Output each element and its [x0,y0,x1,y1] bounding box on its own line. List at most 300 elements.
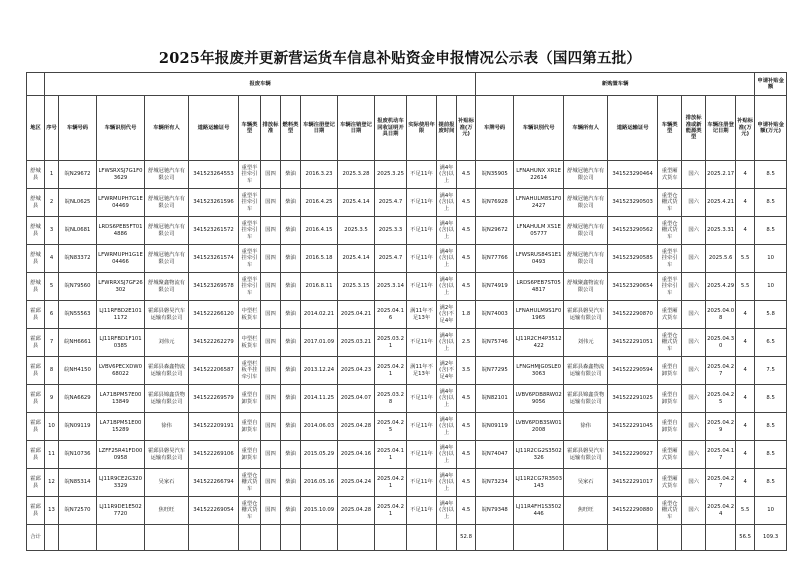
cell-scrap-time: 满4年(含)以上 [437,385,457,413]
cell-n-reg-date: 2025.3.31 [706,217,736,245]
header-n-reg-date: 车辆注册登记日期 [706,96,736,161]
cell-scrap-time: 满4年(含)以上 [437,413,457,441]
cell-scrap-time: 满4年(含)以上 [437,189,457,217]
cell-n-owner: 焦旺旺 [564,497,608,525]
cell-n-subsidy: 5.5 [736,273,755,301]
cell-n-vin: LJ11R2CG2S3502326 [514,441,564,469]
total-blank-cell [514,525,564,551]
header-n-owner: 车辆所有人 [564,96,608,161]
cell-use-years: 满11年不足13年 [407,357,437,385]
cell-n-owner: 霍邱县森鑫物流运输有限公司 [564,357,608,385]
cell-recycle-date: 2025.4.7 [375,189,407,217]
cell-license: 341522266120 [189,301,239,329]
cell-plate: 皖NH6661 [59,329,97,357]
cell-use-years: 不足11年 [407,385,437,413]
header-owner: 车辆所有人 [145,96,189,161]
group-blank-left [27,73,45,96]
cell-recycle-date: 2025.4.7 [375,245,407,273]
cell-n-owner: 舒城冠驰汽车有限公司 [564,161,608,189]
header-n-plate: 车牌号码 [476,96,514,161]
cell-n-owner: 霍邱县锦鑫货物运输有限公司 [564,385,608,413]
cell-license: 341522209191 [189,413,239,441]
cell-n-owner: 霍邱县磐昊汽车运输有限公司 [564,301,608,329]
cell-emission: 国四 [261,469,281,497]
table-row [27,385,787,413]
cell-n-subsidy: 4 [736,217,755,245]
cell-fuel: 柴油 [281,441,301,469]
total-blank-cell [301,525,338,551]
cell-scrap-time: 满4年(含)以上 [437,469,457,497]
cell-apply-amount: 8.5 [755,469,787,497]
cell-scrap-time: 满2年(含)不足4年 [437,357,457,385]
cell-cancel-date: 2025.04.23 [338,357,375,385]
header-license: 道路运输证号 [189,96,239,161]
cell-license: 341522206587 [189,357,239,385]
total-blank-cell [476,525,514,551]
cell-subsidy: 4.5 [457,413,476,441]
header-n-emission: 排放标准或新能源类型 [682,96,706,161]
cell-scrap-time: 满4年(含)以上 [437,245,457,273]
cell-reg-date: 2017.01.09 [301,329,338,357]
cell-vtype: 重型半挂牵引车 [239,189,261,217]
cell-subsidy: 4.5 [457,189,476,217]
header-vin: 车辆识别代号 [97,96,145,161]
cell-n-vtype: 重型半挂牵引车 [658,273,682,301]
cell-n-vin: LVBV6PDB3SW012008 [514,413,564,441]
cell-n-vtype: 重型自卸货车 [658,385,682,413]
cell-n-reg-date: 2025.5.6 [706,245,736,273]
column-header-row [27,96,787,161]
cell-n-license: 341522291045 [608,413,658,441]
cell-n-license: 341522291051 [608,329,658,357]
cell-n-vin: LFNAHULM8S1F02427 [514,189,564,217]
cell-seq: 13 [45,497,59,525]
total-blank-cell [281,525,301,551]
cell-scrap-time: 满4年(含)以上 [437,273,457,301]
cell-fuel: 柴油 [281,413,301,441]
cell-seq: 2 [45,189,59,217]
cell-seq: 1 [45,161,59,189]
cell-n-subsidy: 4 [736,357,755,385]
cell-n-emission: 国六 [682,357,706,385]
cell-seq: 12 [45,469,59,497]
cell-recycle-date: 2025.04.21 [375,469,407,497]
cell-n-vin: LFNAHUNX XR1E22614 [514,161,564,189]
cell-n-vtype: 重型半挂牵引车 [658,245,682,273]
cell-fuel: 柴油 [281,245,301,273]
header-recycle-date: 报废机动车回收证明开具日期 [375,96,407,161]
cell-apply-amount: 6.5 [755,329,787,357]
cell-vin: LJ11RFBD1F1010385 [97,329,145,357]
cell-n-emission: 国六 [682,245,706,273]
cell-subsidy: 2.5 [457,329,476,357]
cell-plate: 皖N83372 [59,245,97,273]
cell-use-years: 不足11年 [407,441,437,469]
table-row [27,357,787,385]
cell-n-vtype: 重型仓栅式货车 [658,329,682,357]
cell-plate: 皖N72570 [59,497,97,525]
cell-seq: 3 [45,217,59,245]
cell-vin: LJ11RFBD2E1011172 [97,301,145,329]
cell-n-vin: LJ11R2CH4P3512422 [514,329,564,357]
cell-n-plate: 皖N74047 [476,441,514,469]
cell-recycle-date: 2025.3.14 [375,273,407,301]
group-apply: 申请补贴金额 [755,73,787,96]
cell-n-vtype: 重型仓栅式货车 [658,217,682,245]
cell-n-license: 341523290503 [608,189,658,217]
header-region: 地区 [27,96,45,161]
cell-vin: LFWSRXSJ7G1F03629 [97,161,145,189]
cell-n-plate: 皖N77766 [476,245,514,273]
cell-owner: 霍邱县森鑫物流运输有限公司 [145,357,189,385]
total-blank-cell [97,525,145,551]
cell-reg-date: 2014.06.03 [301,413,338,441]
cell-vtype: 重型自卸货车 [239,413,261,441]
header-use-years: 实际使用年限 [407,96,437,161]
cell-scrap-time: 满2年(含)不足4年 [437,301,457,329]
cell-n-plate: 皖N82101 [476,385,514,413]
cell-owner: 刘伟元 [145,329,189,357]
cell-vtype: 重型半挂牵引车 [239,217,261,245]
cell-n-vin: LFNAHULM XS1E05777 [514,217,564,245]
total-blank-cell [682,525,706,551]
cell-region: 霍邱县 [27,301,45,329]
cell-emission: 国四 [261,357,281,385]
cell-plate: 皖NL0625 [59,189,97,217]
cell-plate: 皖NH4150 [59,357,97,385]
cell-cancel-date: 2025.03.21 [338,329,375,357]
cell-region: 霍邱县 [27,441,45,469]
cell-scrap-time: 满4年(含)以上 [437,497,457,525]
cell-vtype: 中型栏板货车 [239,301,261,329]
cell-license: 341523261596 [189,189,239,217]
cell-fuel: 柴油 [281,217,301,245]
cell-vin: LZFF25R41FD000958 [97,441,145,469]
cell-recycle-date: 2025.03.21 [375,329,407,357]
cell-n-vtype: 重型自卸货车 [658,357,682,385]
cell-fuel: 柴油 [281,189,301,217]
cell-license: 341522269579 [189,385,239,413]
header-vtype: 车辆类型 [239,96,261,161]
table-row [27,189,787,217]
cell-scrap-time: 满4年(含)以上 [437,217,457,245]
header-subsidy: 补贴标准(万元) [457,96,476,161]
cell-n-owner: 吴家石 [564,469,608,497]
cell-n-emission: 国六 [682,161,706,189]
cell-vin: LA71BPM57E0013849 [97,385,145,413]
cell-n-vtype: 重型仓栅式货车 [658,189,682,217]
cell-n-reg-date: 2025.4.29 [706,273,736,301]
cell-emission: 国四 [261,301,281,329]
cell-n-emission: 国六 [682,469,706,497]
cell-owner: 霍邱县锦鑫货物运输有限公司 [145,385,189,413]
table-row [27,273,787,301]
table-row [27,441,787,469]
table-row [27,469,787,497]
cell-emission: 国四 [261,385,281,413]
cell-n-reg-date: 2025.04.25 [706,385,736,413]
table-row [27,245,787,273]
total-blank-cell [437,525,457,551]
cell-vin: LFWRRXSJ7GF26302 [97,273,145,301]
cell-vin: LRDS6PEB5FT014886 [97,217,145,245]
cell-subsidy: 4.5 [457,217,476,245]
cell-n-license: 341522291017 [608,469,658,497]
cell-n-license: 341522290594 [608,357,658,385]
cell-n-vtype: 重型仓栅式货车 [658,497,682,525]
cell-n-license: 341523290464 [608,161,658,189]
cell-fuel: 柴油 [281,329,301,357]
cell-apply-amount: 10 [755,245,787,273]
total-blank-cell [239,525,261,551]
cell-n-subsidy: 5.5 [736,497,755,525]
cell-region: 霍邱县 [27,357,45,385]
cell-n-subsidy: 4 [736,161,755,189]
cell-n-vin: LJ11R2CG7R3503143 [514,469,564,497]
cell-vin: LFWRMUPH7G1E04469 [97,189,145,217]
cell-vin: LFWRMUPH1G1E04466 [97,245,145,273]
cell-owner: 舒城冠驰汽车有限公司 [145,189,189,217]
cell-plate: 皖N79560 [59,273,97,301]
cell-reg-date: 2016.4.15 [301,217,338,245]
cell-recycle-date: 2025.3.3 [375,217,407,245]
cell-owner: 舒城冠驰汽车有限公司 [145,217,189,245]
header-n-subsidy: 补贴标准(万元) [736,96,755,161]
cell-seq: 5 [45,273,59,301]
group-header-row [27,73,787,96]
cell-n-license: 341523290562 [608,217,658,245]
page-title: 2025年报废并更新营运货车信息补贴资金申报情况公示表（国四第五批） [158,50,642,67]
cell-cancel-date: 2025.04.28 [338,497,375,525]
total-subsidy: 52.8 [457,525,476,551]
total-blank-cell [564,525,608,551]
cell-use-years: 不足11年 [407,245,437,273]
cell-n-reg-date: 2025.04.27 [706,469,736,497]
cell-n-vin: LVBV6PDB8RW029056 [514,385,564,413]
cell-apply-amount: 10 [755,497,787,525]
cell-n-subsidy: 4 [736,469,755,497]
cell-vtype: 重型半挂牵引车 [239,245,261,273]
cell-owner: 舒城冠驰汽车有限公司 [145,245,189,273]
cell-use-years: 不足11年 [407,189,437,217]
cell-reg-date: 2015.10.09 [301,497,338,525]
cell-n-plate: 皖N09119 [476,413,514,441]
cell-fuel: 柴油 [281,497,301,525]
table-row [27,413,787,441]
cell-region: 霍邱县 [27,329,45,357]
cell-recycle-date: 2025.3.25 [375,161,407,189]
cell-seq: 8 [45,357,59,385]
total-blank-cell [375,525,407,551]
cell-seq: 10 [45,413,59,441]
cell-n-subsidy: 4 [736,385,755,413]
cell-n-license: 341522290880 [608,497,658,525]
cell-emission: 国四 [261,441,281,469]
cell-cancel-date: 2025.3.15 [338,273,375,301]
cell-license: 341522262279 [189,329,239,357]
cell-apply-amount: 5.8 [755,301,787,329]
cell-region: 舒城县 [27,161,45,189]
cell-subsidy: 4.5 [457,469,476,497]
cell-emission: 国四 [261,217,281,245]
cell-n-vtype: 重型厢式货车 [658,441,682,469]
cell-n-subsidy: 4 [736,301,755,329]
cell-scrap-time: 满4年(含)以上 [437,161,457,189]
cell-fuel: 柴油 [281,469,301,497]
subsidy-table [26,72,787,551]
cell-seq: 9 [45,385,59,413]
cell-n-reg-date: 2025.04.24 [706,497,736,525]
cell-n-subsidy: 4 [736,413,755,441]
cell-n-owner: 舒城聚鑫物流有限公司 [564,273,608,301]
cell-reg-date: 2014.02.21 [301,301,338,329]
cell-use-years: 不足11年 [407,161,437,189]
header-n-vtype: 车辆类型 [658,96,682,161]
cell-license: 341523261572 [189,217,239,245]
cell-n-reg-date: 2025.04.08 [706,301,736,329]
header-scrap-time: 提前报废时间 [437,96,457,161]
cell-subsidy: 4.5 [457,385,476,413]
cell-vtype: 重型栏板半挂牵引车 [239,357,261,385]
cell-subsidy: 4.5 [457,161,476,189]
cell-n-emission: 国六 [682,329,706,357]
cell-emission: 国四 [261,413,281,441]
cell-n-emission: 国六 [682,273,706,301]
cell-reg-date: 2014.11.25 [301,385,338,413]
cell-use-years: 不足11年 [407,413,437,441]
cell-n-reg-date: 2025.04.27 [706,357,736,385]
cell-cancel-date: 2025.3.5 [338,217,375,245]
cell-n-vtype: 重型自卸货车 [658,413,682,441]
cell-use-years: 不足11年 [407,469,437,497]
table-row [27,329,787,357]
cell-n-plate: 皖N79348 [476,497,514,525]
header-cancel-date: 车辆注销登记日期 [338,96,375,161]
cell-license: 341522269106 [189,441,239,469]
cell-cancel-date: 2025.4.14 [338,245,375,273]
cell-use-years: 不足11年 [407,273,437,301]
cell-n-owner: 霍邱县磐昊汽车运输有限公司 [564,441,608,469]
cell-n-subsidy: 4 [736,329,755,357]
cell-apply-amount: 10 [755,273,787,301]
cell-reg-date: 2013.12.24 [301,357,338,385]
cell-n-emission: 国六 [682,301,706,329]
cell-cancel-date: 2025.04.07 [338,385,375,413]
cell-emission: 国四 [261,189,281,217]
cell-owner: 焦旺旺 [145,497,189,525]
cell-subsidy: 4.5 [457,245,476,273]
cell-subsidy: 4.5 [457,273,476,301]
cell-n-license: 341523290585 [608,245,658,273]
cell-n-emission: 国六 [682,413,706,441]
cell-use-years: 不足11年 [407,329,437,357]
cell-n-reg-date: 2025.04.17 [706,441,736,469]
cell-cancel-date: 2025.04.16 [338,441,375,469]
cell-region: 霍邱县 [27,469,45,497]
cell-reg-date: 2016.5.18 [301,245,338,273]
total-label: 合计 [27,525,45,551]
cell-vtype: 重型自卸货车 [239,441,261,469]
cell-n-plate: 皖N74003 [476,301,514,329]
cell-plate: 皖NA6629 [59,385,97,413]
cell-emission: 国四 [261,245,281,273]
cell-n-subsidy: 5.5 [736,245,755,273]
table-row [27,301,787,329]
total-blank-cell [608,525,658,551]
cell-cancel-date: 2025.4.14 [338,189,375,217]
cell-n-reg-date: 2025.2.17 [706,161,736,189]
cell-apply-amount: 8.5 [755,161,787,189]
cell-n-owner: 舒城冠驰汽车有限公司 [564,189,608,217]
cell-n-subsidy: 4 [736,441,755,469]
cell-plate: 皖NL0681 [59,217,97,245]
cell-vtype: 重型半挂牵引车 [239,273,261,301]
cell-plate: 皖N85314 [59,469,97,497]
cell-cancel-date: 2025.3.28 [338,161,375,189]
cell-recycle-date: 2025.04.21 [375,497,407,525]
total-blank-cell [261,525,281,551]
cell-n-license: 341522290870 [608,301,658,329]
cell-owner: 舒城冠驰汽车有限公司 [145,161,189,189]
total-blank-cell [59,525,97,551]
cell-n-license: 341522290927 [608,441,658,469]
cell-license: 341523261574 [189,245,239,273]
cell-apply-amount: 7.5 [755,357,787,385]
cell-recycle-date: 2025.04.11 [375,441,407,469]
cell-owner: 徐伟 [145,413,189,441]
cell-n-emission: 国六 [682,441,706,469]
cell-emission: 国四 [261,161,281,189]
cell-reg-date: 2016.4.25 [301,189,338,217]
total-blank-cell [189,525,239,551]
total-blank-cell [145,525,189,551]
cell-vtype: 重型自卸货车 [239,385,261,413]
header-plate: 车辆号码 [59,96,97,161]
cell-emission: 国四 [261,329,281,357]
cell-region: 霍邱县 [27,385,45,413]
cell-owner: 吴家石 [145,469,189,497]
cell-subsidy: 1.8 [457,301,476,329]
cell-n-plate: 皖N77295 [476,357,514,385]
cell-region: 舒城县 [27,189,45,217]
cell-use-years: 不足11年 [407,217,437,245]
cell-fuel: 柴油 [281,161,301,189]
cell-n-vin: LJ11R4FH1S3502446 [514,497,564,525]
cell-seq: 11 [45,441,59,469]
cell-n-emission: 国六 [682,189,706,217]
cell-owner: 舒城聚鑫物流有限公司 [145,273,189,301]
cell-n-license: 341522291025 [608,385,658,413]
cell-n-plate: 皖N35905 [476,161,514,189]
cell-n-owner: 徐伟 [564,413,608,441]
cell-n-reg-date: 2025.4.21 [706,189,736,217]
cell-n-vin: LFNGHMJG0SLE03063 [514,357,564,385]
header-emission: 排放标准 [261,96,281,161]
header-n-vin: 车辆识别代号 [514,96,564,161]
cell-reg-date: 2016.05.16 [301,469,338,497]
cell-reg-date: 2015.05.29 [301,441,338,469]
cell-n-plate: 皖N76928 [476,189,514,217]
cell-n-plate: 皖N73234 [476,469,514,497]
cell-emission: 国四 [261,273,281,301]
cell-n-plate: 皖N29672 [476,217,514,245]
cell-owner: 霍邱县磐昊汽车运输有限公司 [145,441,189,469]
cell-region: 霍邱县 [27,413,45,441]
cell-apply-amount: 8.5 [755,413,787,441]
table-row [27,497,787,525]
total-row [27,525,787,551]
total-blank-cell [45,525,59,551]
